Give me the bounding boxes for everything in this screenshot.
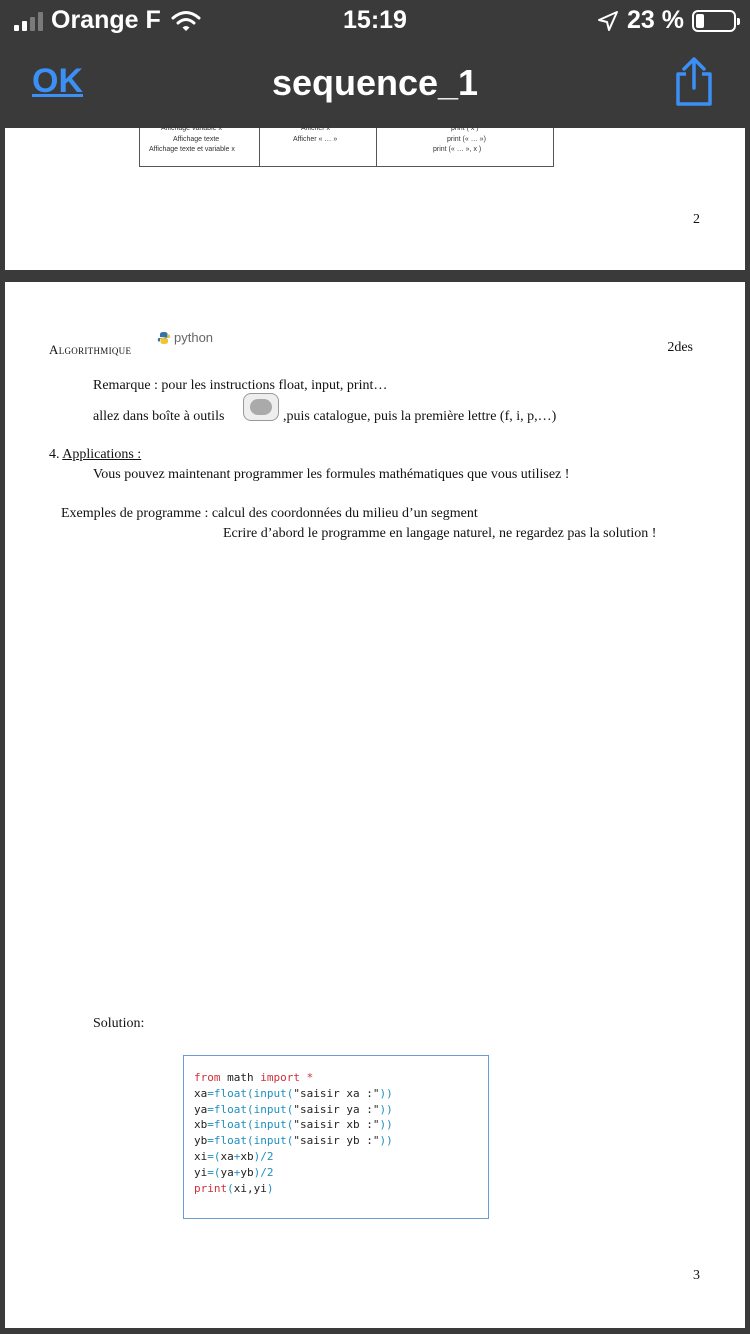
battery-percent: 23 % [627, 6, 684, 34]
table-cell: print (« … », x ) [433, 146, 482, 153]
code-line: xi=(xa+xb)/2 [194, 1149, 274, 1163]
example-line-2: Ecrire d’abord le programme en langage naturel, ne regardez pas la solution ! [223, 526, 657, 541]
battery-icon [692, 10, 736, 32]
python-logo [157, 330, 213, 345]
solution-label: Solution: [93, 1016, 145, 1031]
code-line: xa=float(input("saisir xa :")) [194, 1086, 393, 1100]
table-cell: Afficher « … » [293, 136, 338, 143]
header-subject: Algorithmique [49, 342, 132, 357]
code-line: ya=float(input("saisir ya :")) [194, 1102, 393, 1116]
status-bar [0, 0, 750, 42]
instruction-table [139, 125, 554, 167]
code-block [183, 1055, 489, 1219]
pdf-page-3 [5, 282, 745, 1328]
table-cell: Affichage texte et variable x [149, 146, 235, 153]
table-cell: Afficher x [301, 125, 331, 132]
section-text: Vous pouvez maintenant programmer les formules mathématiques que vous utilisez ! [93, 467, 570, 482]
toolbox-key-icon [243, 393, 279, 421]
section-heading: 4. Applications : [49, 447, 142, 462]
example-line-1: Exemples de programme : calcul des coordonnées du milieu d’un segment [61, 506, 478, 521]
page-number: 3 [693, 1268, 700, 1283]
remark-line-2a: allez dans boîte à outils [93, 409, 225, 424]
navigation-bar [0, 42, 750, 128]
share-icon[interactable] [672, 56, 716, 108]
remark-line-1: Remarque : pour les instructions float, input, print… [93, 378, 388, 393]
python-logo-text: python [174, 330, 214, 345]
page-number: 2 [693, 212, 700, 227]
table-cell: print (« … ») [447, 136, 486, 143]
remark-line-2b: ,puis catalogue, puis la première lettre (f, i, p,…) [283, 409, 557, 424]
location-arrow-icon [597, 10, 619, 32]
code-line: xb=float(input("saisir xb :")) [194, 1118, 393, 1132]
table-cell: print ( x ) [451, 125, 479, 132]
table-cell: Affichage variable x [161, 125, 222, 132]
code-line: yi=(ya+yb)/2 [194, 1165, 274, 1179]
header-class: 2des [667, 340, 693, 355]
code-line: yb=float(input("saisir yb :")) [194, 1134, 393, 1148]
code-line: print(xi,yi) [194, 1181, 274, 1195]
ok-button[interactable]: OK [32, 62, 83, 100]
carrier-name: Orange F [51, 6, 161, 34]
clock: 15:19 [343, 6, 407, 34]
code-listing [194, 1070, 393, 1196]
document-title: sequence_1 [271, 62, 479, 103]
table-cell: Affichage texte [173, 136, 220, 143]
pdf-page-2 [5, 125, 745, 270]
code-line: from math import * [194, 1071, 314, 1084]
status-right [597, 6, 736, 35]
python-logo-icon [157, 331, 171, 345]
